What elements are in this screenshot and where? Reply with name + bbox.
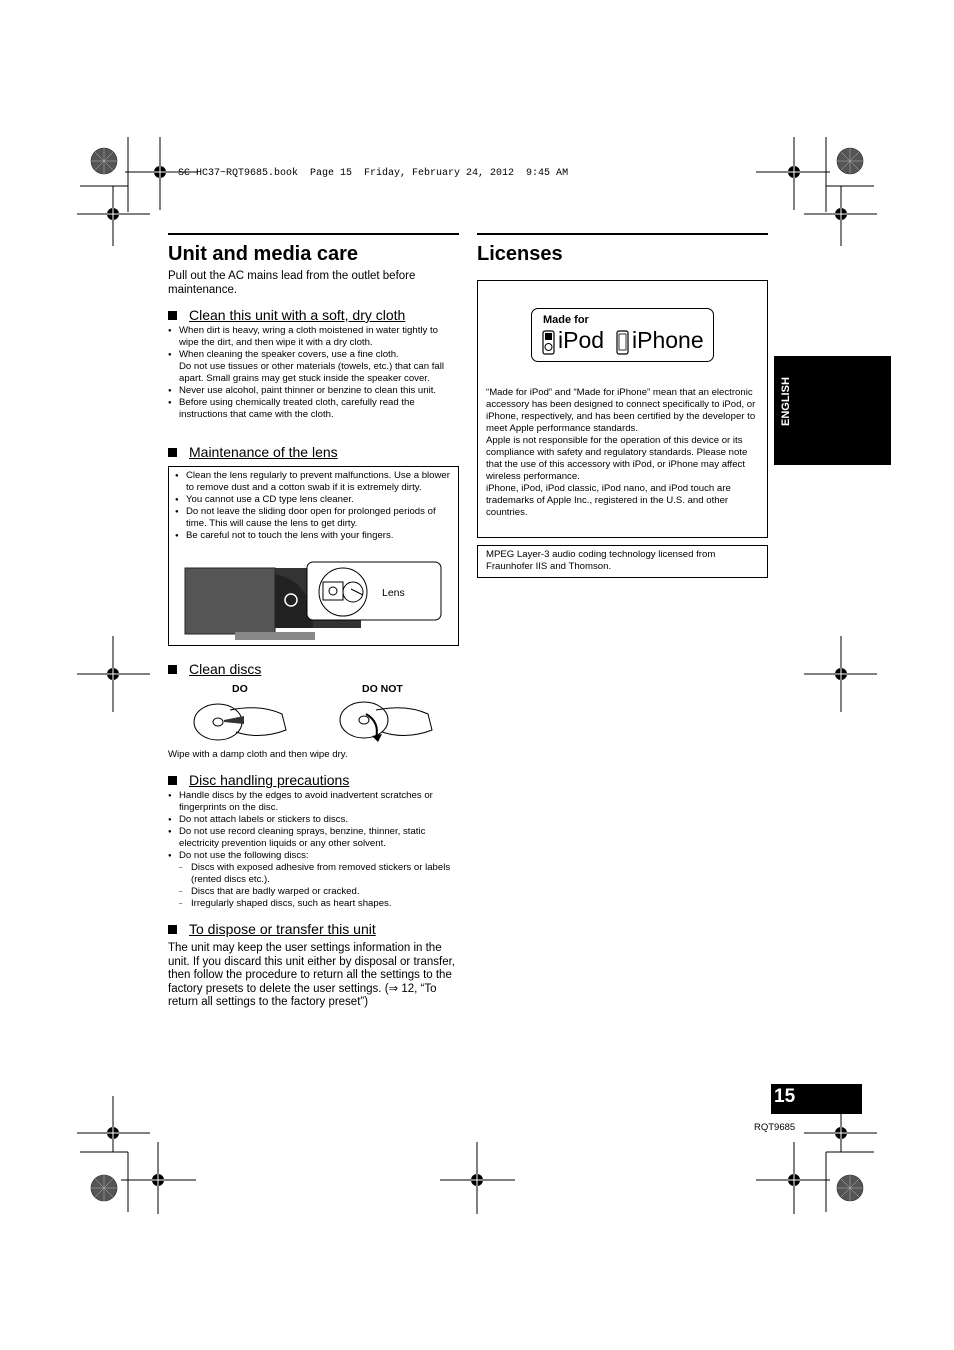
lens-heading: Maintenance of the lens xyxy=(168,444,338,460)
lens-illustration xyxy=(183,562,443,642)
iphone-icon xyxy=(616,330,630,356)
discs-caption: Wipe with a damp cloth and then wipe dry. xyxy=(168,749,348,760)
sub-list-item: – Irregularly shaped discs, such as heart shapes. xyxy=(179,898,460,910)
handling-heading: Disc handling precautions xyxy=(168,772,349,788)
list-item: ● Handle discs by the edges to avoid inadvertent scratches or fingerprints on the disc. xyxy=(168,790,460,814)
list-item: ● Do not leave the sliding door open for prolonged periods of time. This will cause the lens to get dirty. xyxy=(175,506,453,530)
page-number: 15 xyxy=(774,1086,796,1107)
intro-text: Pull out the AC mains lead from the outlet before maintenance. xyxy=(168,270,416,296)
handling-list xyxy=(168,790,460,910)
made-for-label: Made for xyxy=(543,314,589,326)
made-for-badge xyxy=(531,308,714,362)
list-item: ● Clean the lens regularly to prevent malfunctions. Use a blower to remove dust and a cotton swab if it is extremely dirty. xyxy=(175,470,453,494)
do-label: DO xyxy=(232,683,248,695)
list-item: ● Never use alcohol, paint thinner or benzine to clean this unit. xyxy=(168,385,460,397)
language-tab-label xyxy=(780,406,792,426)
list-item: ● Do not use record cleaning sprays, benzine, thinner, static electricity prevention liquids or any other solvent. xyxy=(168,826,460,850)
ipod-label: iPod xyxy=(558,327,605,353)
apple-license-text: “Made for iPod” and “Made for iPhone” mean that an electronic accessory has been designed to connect specifically to iPod, or iPhone, respectively, and has been certified by the developer to meet Apple performance standards. Apple is not responsible for the operation of this device or its compliance with safety and regulatory standards. Please note that the use of this accessory with iPod, or iPhone may affect wireless performance. iPhone, iPod, iPod classic, iPod nano, and iPod touch are trademarks of Apple Inc., registered in the U.S. and other countries. xyxy=(486,387,756,518)
list-item: ● When cleaning the speaker covers, use a fine cloth. Do not use tissues or other materials (towels, etc.) that can fall apart. Small grains may get stuck inside the speaker cover. xyxy=(168,349,460,385)
doc-code: RQT9685 xyxy=(754,1122,796,1133)
list-item: ● Do not attach labels or stickers to discs. xyxy=(168,814,460,826)
disc-do-not-illustration xyxy=(336,700,436,750)
clean-unit-heading: Clean this unit with a soft, dry cloth xyxy=(168,307,405,323)
list-item: ● You cannot use a CD type lens cleaner. xyxy=(175,494,453,506)
ipod-icon xyxy=(542,330,556,356)
dispose-text: The unit may keep the user settings information in the unit. If you discard this unit either by disposal or transfer, then follow the procedure to return all the settings to the factory presets to delete the user settings. (⇒ 12, “To return all settings to the factory preset”) xyxy=(168,942,456,1009)
left-title-rule xyxy=(168,233,459,235)
do-not-label: DO NOT xyxy=(362,683,403,695)
dispose-heading: To dispose or transfer this unit xyxy=(168,921,376,937)
sub-list-item: – Discs that are badly warped or cracked. xyxy=(179,886,460,898)
right-title-rule xyxy=(477,233,768,235)
list-item: ● Before using chemically treated cloth, carefully read the instructions that came with the cloth. xyxy=(168,397,460,421)
mpeg-license-text: MPEG Layer-3 audio coding technology licensed from Fraunhofer IIS and Thomson. xyxy=(486,549,716,572)
disc-do-illustration xyxy=(190,700,290,750)
lens-callout: Lens xyxy=(382,587,405,599)
lens-list xyxy=(175,470,453,542)
list-item: ● When dirt is heavy, wring a cloth moistened in water tightly to wipe the dirt, and then wipe it with a dry cloth. xyxy=(168,325,460,349)
clean-discs-heading: Clean discs xyxy=(168,661,261,677)
page-title: Unit and media care xyxy=(168,243,359,265)
iphone-label: iPhone xyxy=(632,327,704,353)
book-header-line: SC-HC37~RQT9685.book Page 15 Friday, February 24, 2012 9:45 AM xyxy=(178,168,569,179)
licenses-title: Licenses xyxy=(477,243,563,265)
list-item: ● Do not use the following discs: – Discs with exposed adhesive from removed stickers or labels (rented discs etc.). – Discs that are badly warped or cracked. – Irregularly shaped discs, such as heart shapes. xyxy=(168,850,460,910)
clean-unit-list xyxy=(168,325,460,421)
sub-list-item: – Discs with exposed adhesive from removed stickers or labels (rented discs etc.). xyxy=(179,862,460,886)
list-item: ● Be careful not to touch the lens with your fingers. xyxy=(175,530,453,542)
